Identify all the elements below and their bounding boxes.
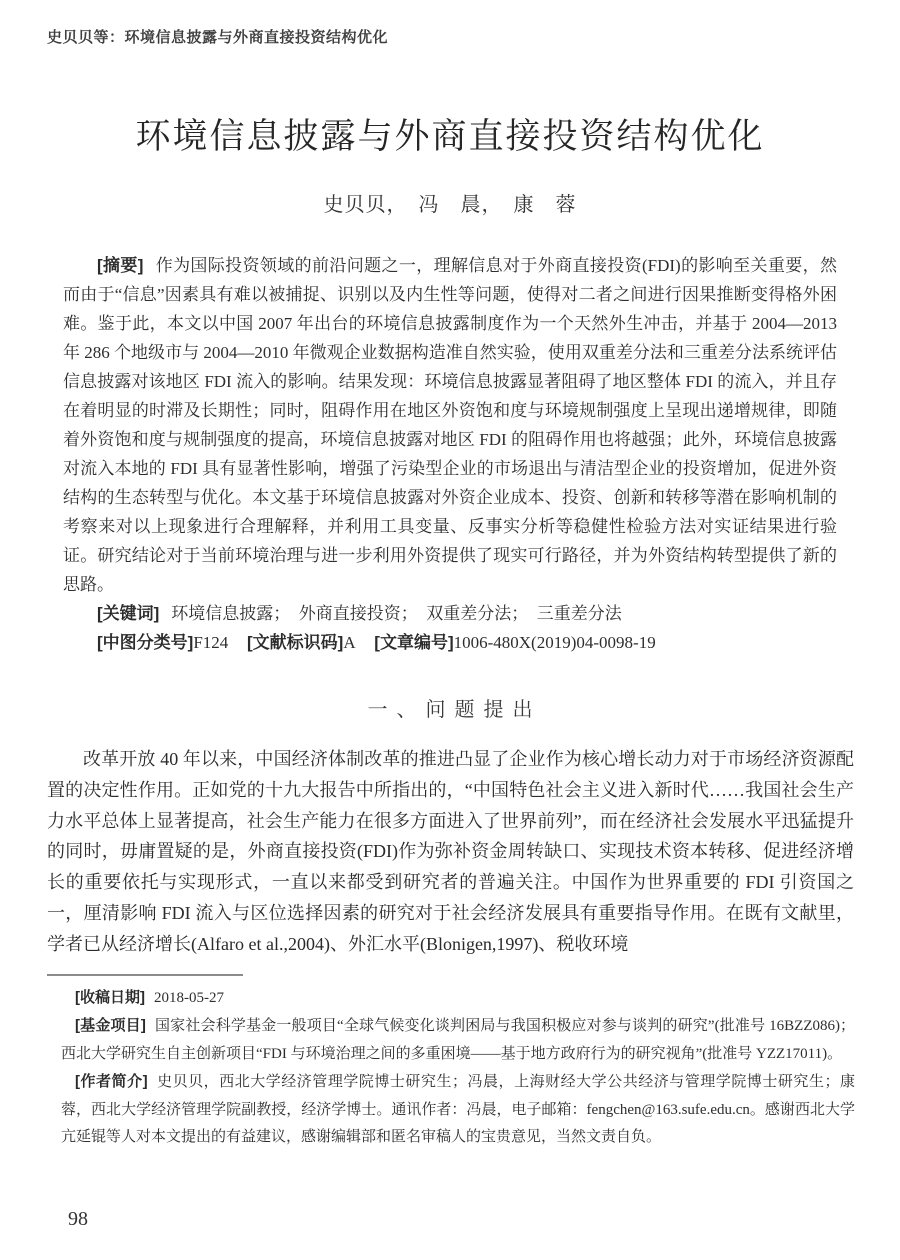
funding-label: [基金项目] (75, 1017, 146, 1035)
front-matter (63, 251, 837, 657)
keywords-line (63, 599, 837, 628)
received-date-label: [收稿日期] (75, 988, 145, 1006)
authors-line: 史贝贝， 冯 晨， 康 蓉 (323, 194, 577, 216)
abstract-label: [摘要] (97, 256, 144, 275)
section-heading: 一、问题提出 (367, 699, 542, 721)
footnote-author-bio (61, 1068, 855, 1152)
keywords-text: 环境信息披露； 外商直接投资； 双重差分法； 三重差分法 (171, 604, 622, 623)
article-id-label: [文章编号] (374, 633, 454, 652)
classification-line (63, 628, 837, 657)
clc-value: F124 (193, 633, 229, 652)
clc-label: [中图分类号] (97, 633, 194, 652)
author-bio-label: [作者简介] (75, 1073, 148, 1091)
footnotes (61, 984, 855, 1152)
footnote-funding (61, 1012, 855, 1068)
document-code-label: [文献标识码] (246, 633, 344, 652)
abstract-paragraph (63, 251, 837, 599)
article-title: 环境信息披露与外商直接投资结构优化 (135, 117, 765, 156)
abstract-text: 作为国际投资领域的前沿问题之一，理解信息对于外商直接投资(FDI)的影响至关重要，然而由于“信息”因素具有难以被捕捉、识别以及内生性等问题，使得对二者之间进行因果推断变得格外困难。鉴于此，本文以中国 2007 年出台的环境信息披露制度作为一个天然外生冲击，并基于 2004—2013 年 286 个地级市与 2004—2010 年微观企业数据构造准自然实验，使用双重差分法和三重差分法系统评估信息披露对该地区 FDI 流入的影响。结果发现：环境信息披露显著阻碍了地区整体 FDI 的流入，并且存在着明显的时滞及长期性；同时，阻碍作用在地区外资饱和度与环境规制强度上呈现出递增规律，即随着外资饱和度与规制强度的提高，环境信息披露对地区 FDI 的阻碍作用也将越强；此外，环境信息披露对流入本地的 FDI 具有显著性影响，增强了污染型企业的市场退出与清洁型企业的投资增加，促进外资结构的生态转型与优化。本文基于环境信息披露对外资企业成本、投资、创新和转移等潜在影响机制的考察来对以上现象进行合理解释，并利用工具变量、反事实分析等稳健性检验方法对实证结果进行验证。研究结论对于当前环境治理与进一步利用外资提供了现实可行路径，并为外资结构转型提供了新的思路。 (63, 256, 838, 594)
author-bio-text: 史贝贝，西北大学经济管理学院博士研究生；冯晨，上海财经大学公共经济与管理学院博士研究生；康蓉，西北大学经济管理学院副教授，经济学博士。通讯作者：冯晨，电子邮箱：fengchen@163.sufe.edu.cn。感谢西北大学亢延锟等人对本文提出的有益建议，感谢编辑部和匿名审稿人的宝贵意见，当然文责自负。 (61, 1074, 855, 1146)
article-id-value: 1006-480X(2019)04-0098-19 (453, 633, 656, 652)
running-header: 史贝贝等：环境信息披露与外商直接投资结构优化 (47, 29, 389, 46)
funding-text: 国家社会科学基金一般项目“全球气候变化谈判困局与我国积极应对参与谈判的研究”(批准号 16BZZ086)；西北大学研究生自主创新项目“FDI 与环境治理之间的多重困境——基于地方政府行为的研究视角”(批准号 YZZ17011)。 (61, 1018, 855, 1062)
document-code-value: A (343, 633, 356, 652)
body-paragraph: 改革开放 40 年以来，中国经济体制改革的推进凸显了企业作为核心增长动力对于市场经济资源配置的决定性作用。正如党的十九大报告中所指出的，“中国特色社会主义进入新时代……我国社会生产力水平总体上显著提高，社会生产能力在很多方面进入了世界前列”，而在经济社会发展水平迅猛提升的同时，毋庸置疑的是，外商直接投资(FDI)作为弥补资金周转缺口、实现技术资本转移、促进经济增长的重要依托与实现形式，一直以来都受到研究者的普遍关注。中国作为世界重要的 FDI 引资国之一，厘清影响 FDI 流入与区位选择因素的研究对于社会经济发展具有重要指导作用。在既有文献里，学者已从经济增长(Alfaro et al.,2004)、外汇水平(Blonigen,1997)、税收环境 (47, 749, 854, 954)
keywords-label: [关键词] (97, 604, 160, 623)
footnote-received-date (61, 984, 855, 1013)
footnote-divider (47, 974, 243, 976)
received-date-value: 2018-05-27 (154, 989, 224, 1006)
page-number: 98 (68, 1208, 88, 1230)
